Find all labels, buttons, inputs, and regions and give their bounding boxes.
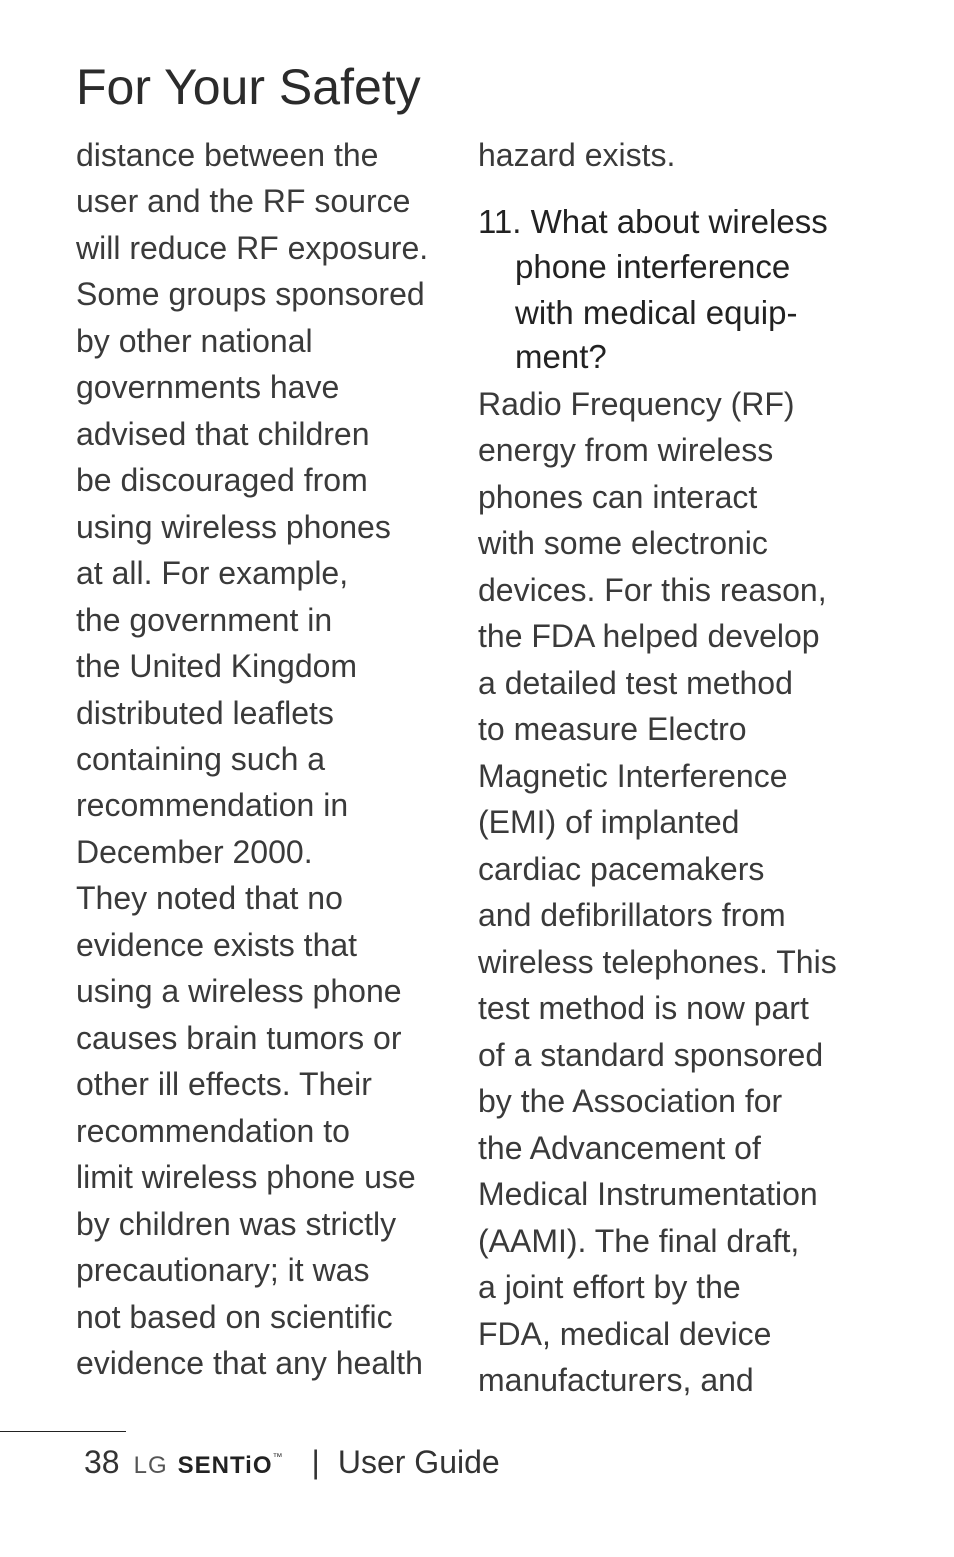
footer-rule (0, 1431, 126, 1432)
footer (84, 1444, 500, 1481)
text-line: causes brain tumors or (76, 1019, 402, 1056)
text-line: a joint effort by the (478, 1269, 741, 1306)
text-line: governments have (76, 369, 340, 406)
text-line: advised that children (76, 415, 370, 452)
text-line: by the Association for (478, 1083, 783, 1120)
text-line: Some groups sponsored (76, 276, 425, 313)
text-line: the United Kingdom (76, 648, 358, 685)
text-line: with some electronic (478, 525, 768, 562)
section-heading-line: with medical equip- (515, 294, 798, 331)
text-line: (AAMI). The final draft, (478, 1222, 800, 1259)
text-line: at all. For example, (76, 555, 349, 592)
text-line: hazard exists. (478, 137, 676, 173)
page-title: For Your Safety (76, 59, 421, 115)
text-line: of a standard sponsored (478, 1036, 824, 1073)
text-line: wireless telephones. This (478, 943, 837, 980)
text-line: the government in (76, 601, 333, 638)
text-line: distance between the (76, 137, 379, 173)
text-line: evidence that any health (76, 1344, 423, 1381)
text-line: will reduce RF exposure. (76, 229, 429, 266)
text-line: to measure Electro (478, 711, 747, 748)
text-line: precautionary; it was (76, 1252, 370, 1289)
text-line: phones can interact (478, 478, 758, 515)
text-line: and defibrillators from (478, 897, 786, 934)
guide-label: User Guide (337, 1444, 500, 1480)
text-line: December 2000. (76, 833, 313, 870)
text-line: using a wireless phone (76, 973, 402, 1010)
brand-logo: LG SENTiO™ (133, 1452, 284, 1479)
text-line: (EMI) of implanted (478, 804, 740, 841)
text-line: They noted that no (76, 880, 343, 917)
text-line: devices. For this reason, (478, 571, 827, 608)
text-line: other ill effects. Their (76, 1066, 372, 1103)
text-line: by children was strictly (76, 1205, 397, 1242)
text-line: a detailed test method (478, 664, 793, 701)
text-line: user and the RF source (76, 183, 411, 220)
text-line: Radio Frequency (RF) (478, 386, 795, 422)
section-heading-line: 11. What about wireless (478, 203, 828, 240)
text-line: using wireless phones (76, 508, 391, 545)
text-line: distributed leaflets (76, 694, 334, 731)
text-line: energy from wireless (478, 432, 774, 469)
text-line: evidence exists that (76, 926, 358, 963)
text-line: manufacturers, and (478, 1362, 754, 1399)
text-line: not based on scientific (76, 1298, 393, 1335)
section-heading-line: ment? (515, 338, 607, 375)
page-number: 38 (84, 1444, 120, 1480)
footer-separator: | (311, 1444, 320, 1480)
text-line: limit wireless phone use (76, 1159, 416, 1196)
text-line: Medical Instrumentation (478, 1176, 818, 1213)
text-line: recommendation to (76, 1112, 350, 1149)
section-heading-line: phone interference (515, 248, 791, 285)
text-line: cardiac pacemakers (478, 850, 765, 887)
text-line: recommendation in (76, 787, 349, 824)
text-line: the Advancement of (478, 1129, 761, 1166)
text-line: test method is now part (478, 990, 809, 1027)
text-line: be discouraged from (76, 462, 368, 499)
text-line: FDA, medical device (478, 1315, 772, 1352)
text-line: the FDA helped develop (478, 618, 820, 655)
text-line: Magnetic Interference (478, 757, 788, 794)
text-line: by other national (76, 322, 313, 359)
text-line: containing such a (76, 740, 326, 777)
